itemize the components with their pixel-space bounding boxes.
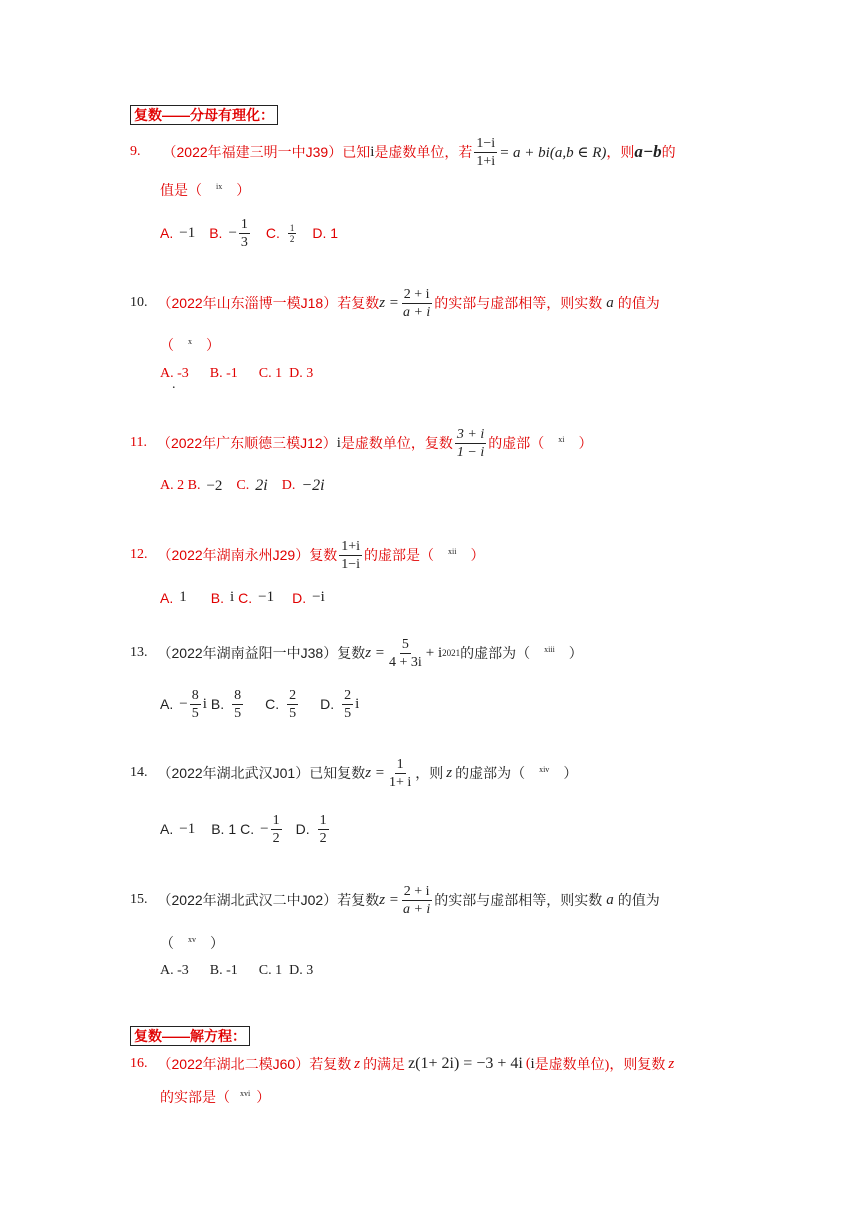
question-text: 是虚数单位)，则复数	[534, 1058, 666, 1073]
option-label: D.	[292, 589, 307, 606]
question-source: （2022年湖北武汉二中J02）	[157, 892, 338, 908]
math-expression: z =	[379, 891, 399, 908]
math-variable: a	[606, 294, 614, 311]
option-value: −2	[206, 477, 223, 494]
option-label: C.	[238, 589, 253, 606]
fraction: $\frac{1}{2}$	[319, 812, 327, 846]
question-text: 若复数	[337, 297, 380, 312]
question-text: 的实部是（	[160, 1091, 230, 1106]
question-10-options: A. -3 B. -1 C. 1 D. 3	[160, 366, 314, 381]
fraction: $\frac{2}{5}$	[289, 687, 297, 721]
math-expression: z =	[365, 644, 385, 661]
question-text: 复数	[337, 647, 366, 662]
question-text: ）	[236, 184, 251, 199]
question-text: 是虚数单位，若	[374, 146, 473, 161]
option-label: A.	[160, 225, 174, 241]
endnote-mark: xv	[188, 934, 196, 944]
fraction: $\frac{8}{5}$	[191, 687, 199, 721]
math-i: i	[370, 143, 375, 160]
question-source: （2022年湖北二模J60）	[157, 1056, 310, 1072]
fraction: $\frac{1}{2}$	[272, 812, 280, 846]
fraction: $\frac{2 + i}{a + i}$	[402, 883, 431, 917]
section-heading-rationalize: 复数——分母有理化：	[130, 105, 278, 125]
math-variable: z	[354, 1055, 361, 1072]
question-15-cont	[160, 933, 224, 953]
question-12-options	[160, 589, 325, 606]
option-value: −2i	[301, 477, 325, 494]
question-10	[130, 283, 660, 323]
question-source: （2022年湖南益阳一中J38）	[157, 645, 338, 661]
question-number: 13.	[130, 645, 148, 660]
question-text: 值是（	[160, 184, 202, 199]
question-number: 11.	[130, 435, 147, 450]
math-i: i	[530, 1055, 535, 1072]
question-16-cont	[160, 1087, 270, 1107]
question-text: ，则	[606, 146, 635, 161]
question-text: 的虚部为（	[455, 767, 526, 782]
option-value: −1	[179, 820, 196, 837]
question-11	[130, 423, 592, 463]
fraction: $\frac{1+i}{1-i}$	[341, 538, 361, 572]
question-text: (	[525, 1056, 531, 1071]
question-number: 9.	[130, 144, 141, 159]
math-expression: + i	[425, 644, 443, 661]
question-text: 的虚部为（	[460, 647, 531, 662]
option-value: i	[202, 695, 207, 712]
question-number: 15.	[130, 892, 148, 907]
math-expression: z =	[365, 764, 385, 781]
question-text: 若复数	[309, 1058, 352, 1073]
fraction: $\frac{2}{5}$	[344, 687, 352, 721]
question-14	[130, 753, 577, 793]
endnote-mark: xiv	[539, 764, 550, 774]
question-text: （	[160, 937, 174, 952]
math-variable: z	[446, 764, 453, 781]
option-label: A. 2 B.	[160, 478, 201, 493]
fraction: $\frac{2 + i}{a + i}$	[402, 286, 431, 320]
question-text: 的实部与虚部相等，则实数	[434, 297, 603, 312]
option-value: B. 1	[211, 821, 237, 837]
fraction: $\frac{1}{2}$	[289, 222, 295, 244]
question-12	[130, 535, 484, 575]
question-source: （2022年山东淄博一模J18）	[157, 295, 338, 311]
option-label: C.	[236, 478, 250, 493]
question-text: 的值为	[617, 297, 660, 312]
question-16	[130, 1052, 674, 1076]
question-number: 14.	[130, 765, 148, 780]
question-source: （2022年福建三明一中J39）	[162, 144, 343, 160]
fraction: $\frac{8}{5}$	[234, 687, 242, 721]
question-text: ）	[210, 937, 224, 952]
math-expression: z(1+ 2i) = −3 + 4i	[408, 1055, 523, 1072]
endnote-mark: xiii	[544, 644, 555, 654]
question-text: ）	[578, 437, 593, 452]
option-value: −	[260, 820, 269, 837]
question-text: 是虚数单位，复数	[340, 437, 453, 452]
question-text: ）	[206, 339, 220, 354]
option-value: i	[355, 695, 360, 712]
question-text: 的	[661, 146, 676, 161]
endnote-mark: ix	[216, 181, 223, 191]
question-number: 16.	[130, 1056, 148, 1071]
question-text: ）	[470, 549, 485, 564]
math-variable: z	[668, 1055, 675, 1072]
question-15	[130, 880, 660, 920]
option-value: −	[179, 695, 188, 712]
option-label: A.	[160, 589, 174, 606]
question-13-options	[160, 684, 359, 724]
section-heading-equations: 复数——解方程：	[130, 1026, 250, 1046]
math-i: i	[336, 434, 341, 451]
option-value: D. 1	[312, 225, 339, 241]
option-label: D.	[320, 696, 335, 712]
question-14-options	[160, 809, 331, 849]
question-text: 已知复数	[309, 767, 366, 782]
endnote-mark: xii	[448, 546, 457, 556]
math-expression: z =	[379, 294, 399, 311]
question-text: （	[160, 339, 174, 354]
option-value: 1	[179, 589, 187, 605]
option-value: 2i	[255, 477, 268, 494]
question-text: 复数	[309, 549, 338, 564]
question-source: （2022年湖南永州J29）	[157, 547, 310, 563]
fraction: $\frac{1-i}{1+i}$	[476, 135, 496, 169]
question-text: 的值为	[617, 894, 660, 909]
option-label: C.	[265, 225, 280, 241]
option-label: B.	[210, 696, 225, 712]
fraction: $\frac{5}{4 + 3i}$	[388, 636, 422, 670]
question-11-options	[160, 477, 325, 495]
option-value: −1	[179, 224, 196, 241]
option-value: −1	[258, 589, 275, 605]
question-text: ）	[563, 767, 578, 782]
option-label: A.	[160, 696, 174, 712]
stray-dot: .	[172, 377, 176, 392]
option-value: −i	[312, 589, 325, 605]
endnote-mark: xi	[558, 434, 565, 444]
math-expression: = a + bi(a,b ∈ R)	[499, 144, 607, 161]
option-label: D.	[295, 821, 310, 837]
option-value: i	[229, 589, 235, 605]
question-text: 的满足	[363, 1058, 406, 1073]
question-text: ）	[568, 647, 583, 662]
question-9-cont	[160, 180, 250, 200]
endnote-mark: xvi	[240, 1088, 251, 1098]
question-text: 若复数	[337, 894, 380, 909]
question-number: 12.	[130, 547, 148, 562]
question-text: ，则	[415, 767, 444, 782]
option-label: B.	[209, 225, 223, 241]
fraction: $\frac{1}{3}$	[240, 216, 248, 250]
question-13	[130, 633, 583, 673]
option-label: D.	[281, 478, 296, 493]
question-text: ）	[256, 1091, 271, 1106]
question-number: 10.	[130, 295, 148, 310]
endnote-mark: x	[188, 336, 192, 346]
question-source: （2022年广东顺德三模J12）	[156, 435, 337, 451]
question-10-cont	[160, 335, 220, 355]
fraction: $\frac{1}{1+ i}$	[388, 756, 412, 790]
option-label: B.	[210, 589, 224, 606]
option-label: A.	[160, 821, 174, 837]
question-9	[130, 132, 676, 172]
math-exponent: 2021	[442, 648, 461, 658]
question-9-options	[160, 215, 352, 251]
question-text: 已知	[342, 146, 371, 161]
option-label: C.	[265, 696, 280, 712]
fraction: $\frac{3 + i}{1 - i}$	[456, 426, 485, 460]
question-text: 的虚部是（	[364, 549, 435, 564]
question-text: 的虚部（	[488, 437, 545, 452]
math-expression: a−b	[634, 142, 662, 161]
math-variable: a	[606, 891, 614, 908]
option-label: C.	[240, 821, 255, 837]
question-15-options: A. -3 B. -1 C. 1 D. 3	[160, 963, 314, 978]
question-text: 的实部与虚部相等，则实数	[434, 894, 603, 909]
option-value: −	[228, 224, 237, 241]
question-source: （2022年湖北武汉J01）	[157, 765, 310, 781]
